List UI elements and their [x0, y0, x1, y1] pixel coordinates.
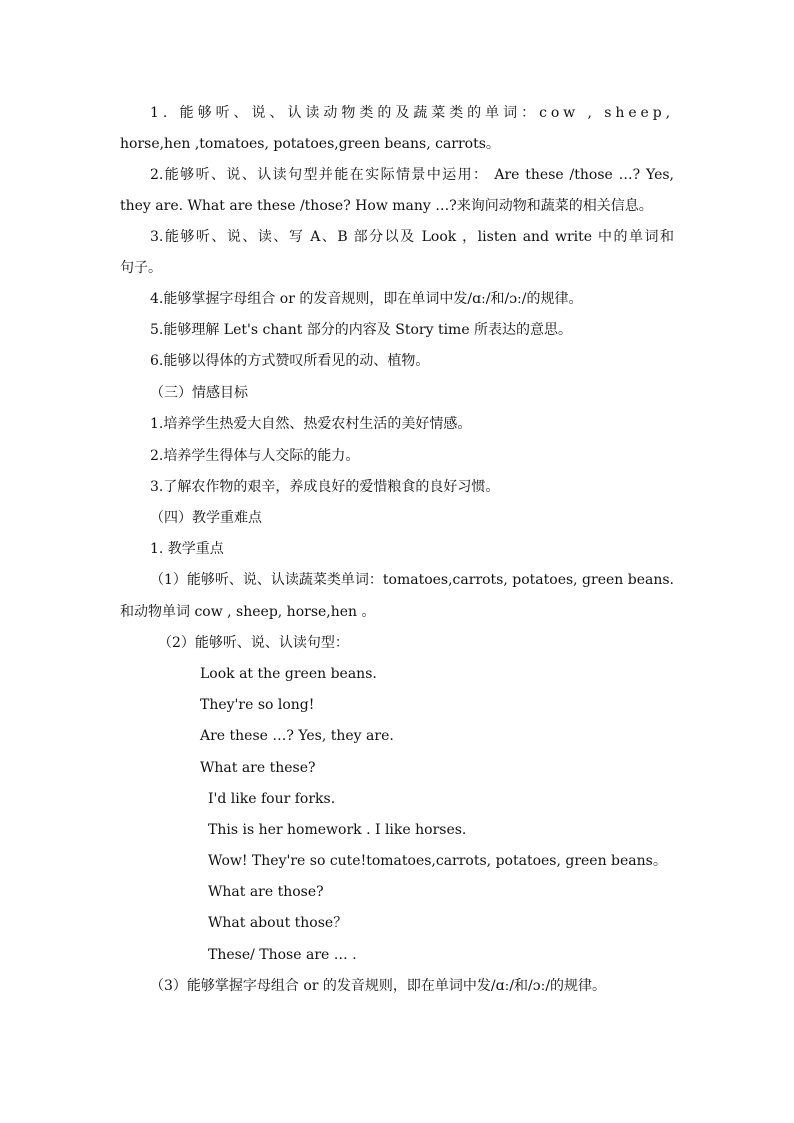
- sentence-item: They're so long!: [200, 697, 315, 713]
- sentence-item: These/ Those are … .: [208, 947, 357, 963]
- sentence-item: What are these?: [200, 760, 316, 776]
- emotion-item-3: 3.了解农作物的艰辛，养成良好的爱惜粮食的良好习惯。: [150, 479, 500, 495]
- objective-1-line-1: 1. 能够听、说、认读动物类的及蔬菜类的单词：cow , sheep,: [150, 105, 674, 121]
- keypoint-3: （3）能够掌握字母组合 or 的发音规则，即在单词中发/ɑː/和/ɔː/的规律。: [150, 978, 607, 994]
- sentence-item: This is her homework . I like horses.: [208, 822, 467, 838]
- keypoints-heading: （四）教学重难点: [150, 510, 262, 526]
- sentence-item: What about those？: [208, 915, 348, 931]
- objective-4: 4.能够掌握字母组合 or 的发音规则，即在单词中发/ɑː/和/ɔː/的规律。: [150, 291, 583, 307]
- objective-6: 6.能够以得体的方式赞叹所看见的动、植物。: [150, 353, 430, 369]
- sentence-item: Look at the green beans.: [200, 666, 377, 682]
- objective-2-line-1: 2.能够听、说、认读句型并能在实际情景中运用： Are these /those …? Yes,: [150, 167, 674, 183]
- keypoint-1-line-2: 和动物单词 cow , sheep, horse,hen 。: [120, 604, 376, 620]
- keypoints-subheading: 1. 教学重点: [150, 541, 224, 557]
- emotion-heading: （三）情感目标: [150, 385, 248, 401]
- keypoint-2: （2）能够听、说、认读句型：: [158, 635, 349, 651]
- sentence-item: What are those?: [208, 884, 324, 900]
- sentence-item: Wow! They're so cute!tomatoes,carrots, potatoes, green beans。: [208, 853, 667, 869]
- objective-3-line-2: 句子。: [120, 260, 162, 276]
- emotion-item-1: 1.培养学生热爱大自然、热爱农村生活的美好情感。: [150, 416, 472, 432]
- sentence-item: I'd like four forks.: [208, 791, 336, 807]
- sentence-item: Are these …? Yes, they are.: [200, 728, 394, 744]
- objective-1-line-2: horse,hen ,tomatoes, potatoes,green beans, carrots。: [120, 136, 500, 152]
- keypoint-1-line-1: （1）能够听、说、认读蔬菜类单词：tomatoes,carrots, potatoes, green beans.: [150, 572, 674, 588]
- objective-2-line-2: they are. What are these /those? How many …?来询问动物和蔬菜的相关信息。: [120, 198, 653, 214]
- objective-3-line-1: 3.能够听、说、读、写 A、B 部分以及 Look ，listen and write 中的单词和: [150, 229, 674, 245]
- objective-5: 5.能够理解 Let's chant 部分的内容及 Story time 所表达的意思。: [150, 322, 573, 338]
- emotion-item-2: 2.培养学生得体与人交际的能力。: [150, 448, 360, 464]
